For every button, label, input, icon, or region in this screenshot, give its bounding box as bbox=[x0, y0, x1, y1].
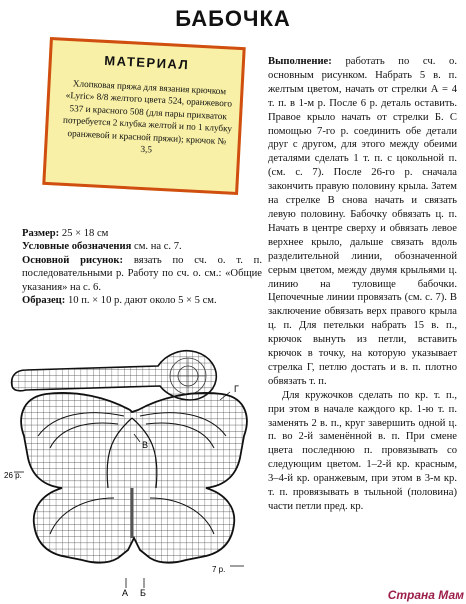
label-v: В bbox=[142, 440, 149, 450]
gauge-line bbox=[22, 294, 262, 307]
label-a: А bbox=[122, 588, 129, 598]
label-rows-right: 7 р. bbox=[212, 565, 226, 574]
size-label: Размер: bbox=[22, 228, 60, 239]
instructions-paragraph-2: Для кружочков сделать по кр. т. п., при этом в начале каждого кр. 1-ю т. п. заменять 2 в. п., круг завершить одной ц. п. во 2-й заменённой в. п. При смене цвета последнюю п. провязывать со следующим цветом. 1–2-й кр. красным, 3–4-й кр. оранжевым, при этом в 3-м кр. т. п. провязывать в тыльной (половина) части петли пред. кр. bbox=[268, 389, 457, 512]
legend-value: см. на с. 7. bbox=[131, 241, 182, 253]
butterfly-chart bbox=[0, 338, 262, 604]
legend-line bbox=[22, 240, 262, 253]
watermark-logo: Страна Мам bbox=[387, 588, 464, 602]
page-title: БАБОЧКА bbox=[175, 6, 291, 31]
instructions-paragraph-1 bbox=[268, 55, 457, 389]
material-box bbox=[42, 37, 245, 195]
gauge-value: 10 п. × 10 р. дают около 5 × 5 см. bbox=[65, 295, 217, 307]
label-b: Б bbox=[140, 588, 146, 598]
size-line bbox=[22, 227, 262, 240]
material-text: Хлопковая пряжа для вязания крючком «Lyric» 8/8 желтого цвета 524, оранжевого 537 и красного 508 (для пары прихваток потребуется 2 клубка желтой и по 1 клубку оранжевой и красной пряжи); крючок № 3,5 bbox=[62, 78, 233, 155]
instructions-heading: Выполнение: bbox=[268, 56, 332, 67]
pattern-label: Основной рисунок: bbox=[22, 254, 124, 266]
material-heading: МАТЕРИАЛ bbox=[104, 52, 190, 73]
label-g: Г bbox=[234, 384, 239, 394]
instructions-text-1: работать по сч. о. основным рисунком. Набрать 5 в. п. желтым цветом, начать от стрелки А = 4 т. п. в 1-м р. После 6 р. деталь оставить. Правое крыло начать от стрелки Б. С помощью 7-го р. соединить обе детали друг с другом, для этого между обеими деталями сделать 1 т. п. с цокольной п. (см. с. 7). После 26-го р. сначала закончить правую половину крыла. Затем на стрелке В снова начать и связать левую половину. Бабочку обвязать ц. п. Начать в центре сверху и обвязать левое верхнее крыло, дальше связать вдоль разделительной линии, обозначенной серым цветом, между двумя крыльями ц. линию на туловище бабочки. Цепочечные линии провязать (см. с. 7). В заключение обвязать верх правого крыла ц. п. Для петельки набрать 15 в. п., крючок вынуть из петли, вставить крючок в точку, на которую указывает стрелка Г, петлю достать и в. п. плотно обвязать т. п. bbox=[268, 56, 457, 387]
label-rows-left: 26 р. bbox=[4, 471, 22, 480]
specs-block bbox=[22, 227, 262, 307]
legend-label: Условные обозначения bbox=[22, 241, 132, 253]
gauge-label: Образец: bbox=[22, 295, 66, 307]
pattern-value: вязать по сч. о. т. п. последовательными р. Работу по сч. о. см.: «Общие указания» на с. 6. bbox=[22, 254, 262, 293]
size-value: 25 × 18 см bbox=[59, 228, 109, 239]
instructions-block bbox=[268, 55, 457, 514]
pattern-line bbox=[22, 254, 262, 294]
